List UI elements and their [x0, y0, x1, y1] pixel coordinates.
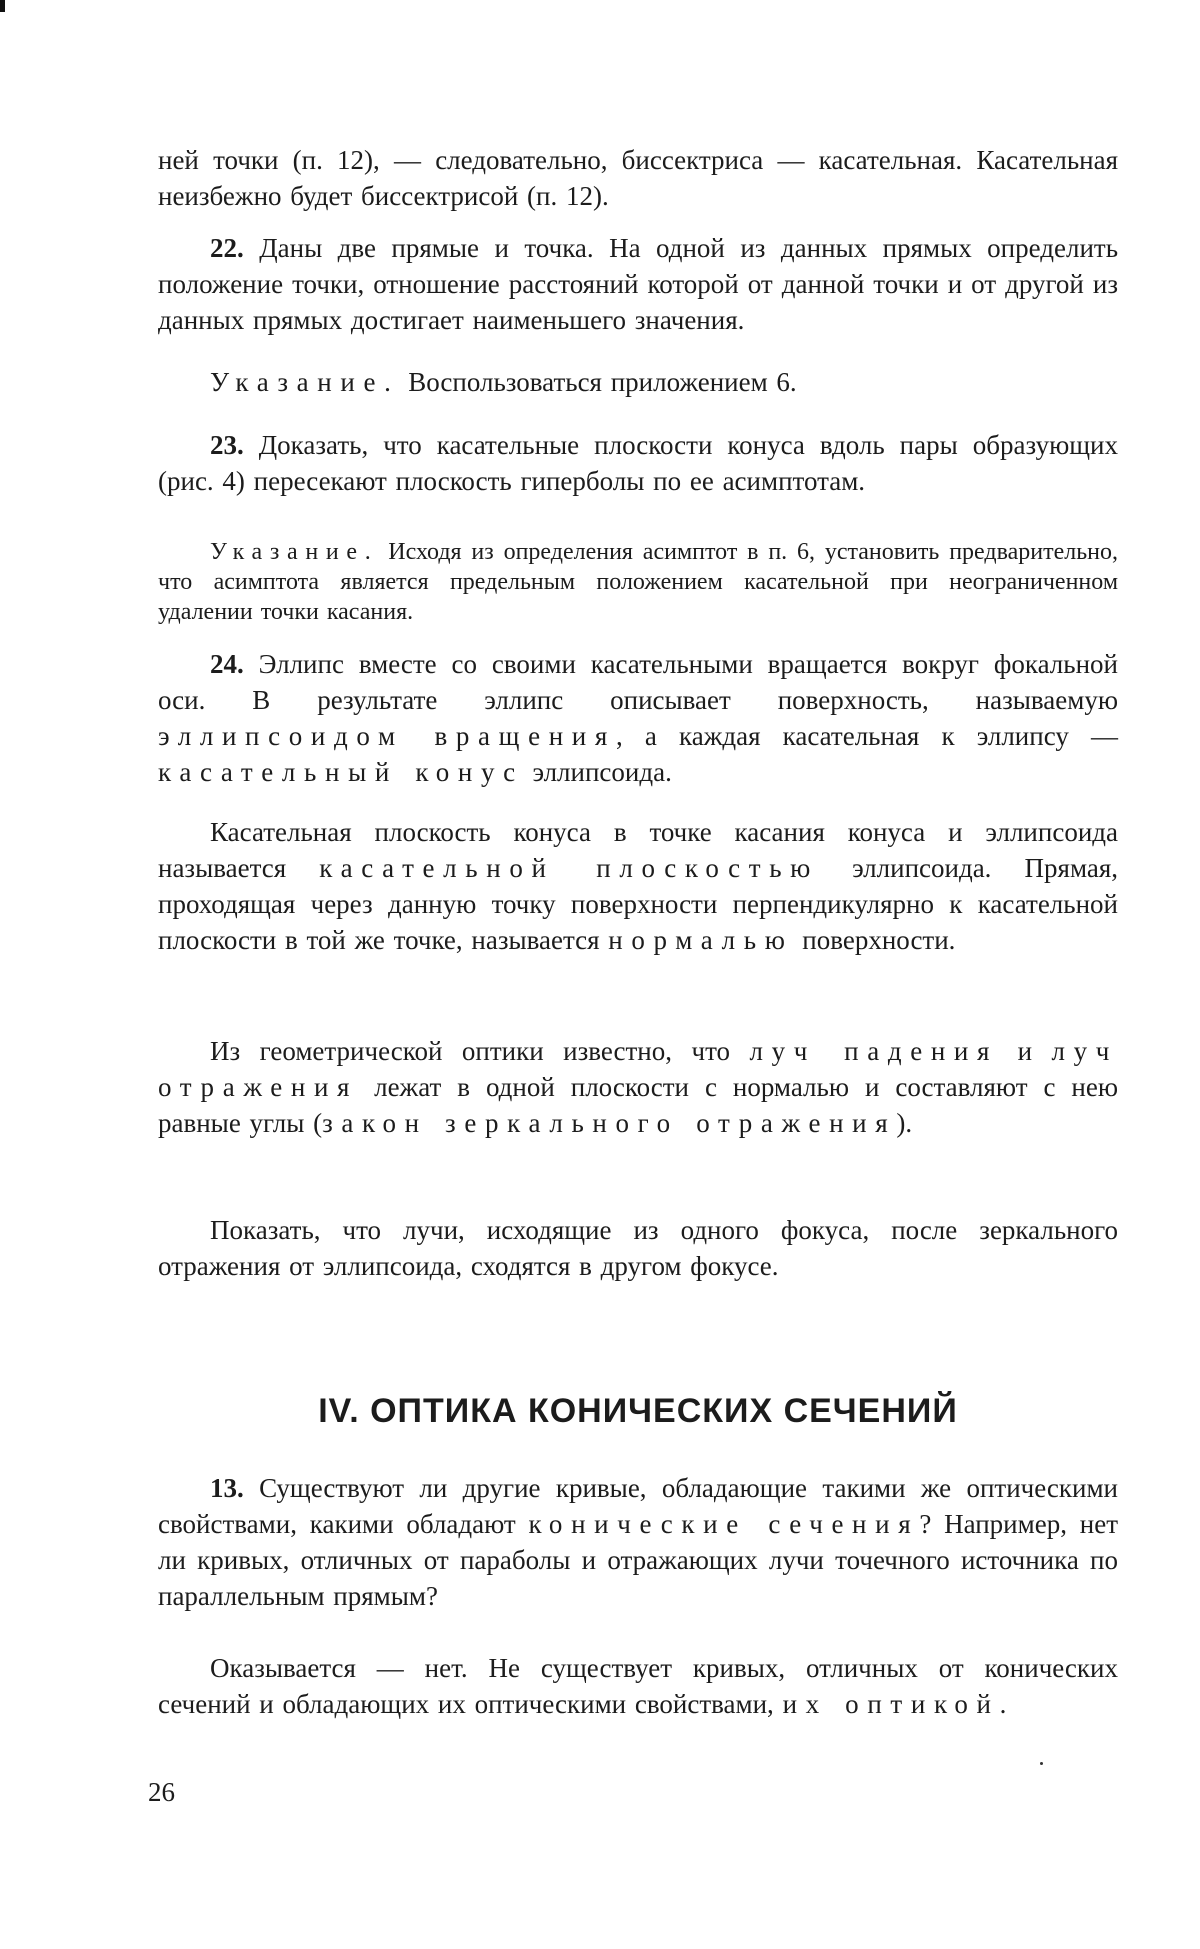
- problem-24-number: 24.: [210, 649, 244, 679]
- problem-23: [158, 427, 1118, 499]
- problem-23-text: Доказать, что касательные плоскости конуса вдоль пары образующих (рис. 4) пересекают плоскость гиперболы по ее асимптотам.: [158, 430, 1118, 496]
- item-13-answer: Оказывается — нет. Не существует кривых, отличных от конических сечений и обладающих их оптическими свойствами, их оптикой.: [158, 1650, 1118, 1722]
- hint-text: Воспользоваться приложением 6.: [408, 367, 796, 397]
- scan-speck: [1040, 1762, 1043, 1765]
- hint-text: Исходя из определения асимптот в п. 6, установить предварительно, что асимптота является предельным положением касательной при неограниченном удалении точки касания.: [158, 539, 1118, 625]
- problem-24-p3: Из геометрической оптики известно, что луч падения и луч отражения лежат в одной плоскости с нормалью и составляют с нею равные углы (закон зеркального отражения).: [158, 1033, 1118, 1141]
- page-number: 26: [148, 1777, 175, 1808]
- item-13-number: 13.: [210, 1473, 244, 1503]
- term-tangent-cone: касательный конус: [158, 757, 524, 787]
- hint-label: Указание.: [210, 367, 399, 397]
- book-page: [0, 0, 1200, 1949]
- problem-22-number: 22.: [210, 233, 244, 263]
- intro-text: ней точки (п. 12), — следовательно, биссектриса — касательная. Касательная неизбежно будет биссектрисой (п. 12).: [158, 145, 1118, 211]
- hint-label: Указание.: [210, 539, 378, 565]
- term-conic-sections: конические сечения: [529, 1509, 920, 1539]
- problem-24-p1: 24. Эллипс вместе со своими касательными вращается вокруг фокальной оси. В результате эллипс описывает поверхность, называемую эллипсоидом вращения, а каждая касательная к эллипсу — касательный конус эллипсоида.: [158, 646, 1118, 790]
- term-ellipsoid-of-revolution: эллипсоидом вращения: [158, 721, 616, 751]
- intro-paragraph: [158, 142, 1118, 214]
- problem-24-p4: Показать, что лучи, исходящие из одного фокуса, после зеркального отражения от эллипсоида, сходятся в другом фокусе.: [158, 1212, 1118, 1284]
- term-normal: нормалью: [608, 925, 793, 955]
- item-13-question: 13. Существуют ли другие кривые, обладающие такими же оптическими свойствами, какими обладают конические сечения? Например, нет ли кривых, отличных от параболы и отражающих лучи точечного источника по параллельным прямым?: [158, 1470, 1118, 1614]
- term-incident-ray: луч падения: [750, 1036, 999, 1066]
- term-their-optics: их оптикой: [783, 1689, 1000, 1719]
- problem-22-hint: [158, 364, 1118, 400]
- problem-22: [158, 230, 1118, 338]
- problem-24-p2: Касательная плоскость конуса в точке касания конуса и эллипсоида называется касательной плоскостью эллипсоида. Прямая, проходящая через данную точку поверхности перпендикулярно к касательной плоскости в той же точке, называется нормалью поверхности.: [158, 814, 1118, 958]
- problem-23-hint: [158, 537, 1118, 627]
- problem-23-number: 23.: [210, 430, 244, 460]
- term-tangent-plane: касательной плоскостью: [319, 853, 819, 883]
- term-law-of-reflection: закон зеркального отражения: [322, 1108, 896, 1138]
- scan-corner-mark: [0, 0, 5, 12]
- problem-22-text: Даны две прямые и точка. На одной из данных прямых определить положение точки, отношение расстояний которой от данной точки и от другой из данных прямых достигает наименьшего значения.: [158, 233, 1118, 335]
- term-reflected-ray: луч отражения: [158, 1036, 1118, 1102]
- section-heading: IV. ОПТИКА КОНИЧЕСКИХ СЕЧЕНИЙ: [158, 1392, 1118, 1431]
